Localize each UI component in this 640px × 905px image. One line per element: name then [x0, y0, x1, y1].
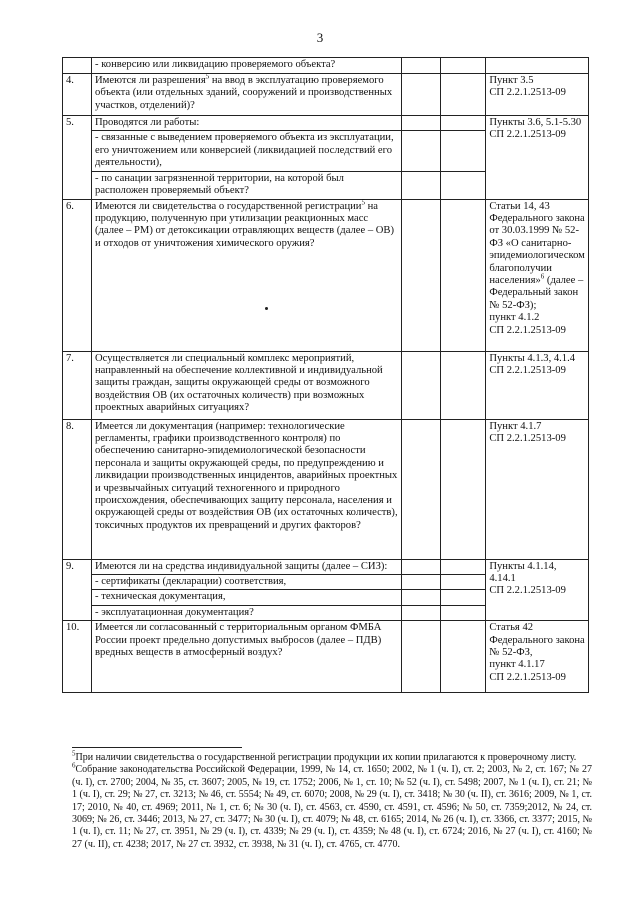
answer-cell [441, 590, 486, 605]
stray-dot-mark [265, 307, 268, 310]
table-row [63, 559, 589, 574]
row-number: 6. [63, 199, 92, 351]
footnote-separator [72, 747, 242, 748]
answer-cell [441, 621, 486, 693]
answer-cell [402, 116, 441, 131]
page-number: 3 [316, 30, 324, 45]
table-row [63, 351, 589, 419]
answer-cell [441, 575, 486, 590]
answer-cell [402, 171, 441, 199]
question-text-part: на продукцию, полученную при утилизации реакционных масс (далее – РМ) от детоксикации отравляющих веществ (далее – ОВ) и отходов от уничтожения химического оружия? [95, 200, 395, 249]
question-subitem: - сертификаты (декларации) соответствия, [92, 575, 402, 590]
row-number: 10. [63, 621, 92, 693]
row-number: 4. [63, 74, 92, 116]
table-row [63, 419, 589, 559]
question-text-part: Имеются ли свидетельства о государственной регистрации [95, 200, 362, 212]
question-text: Осуществляется ли специальный комплекс мероприятий, направленный на обеспечение коллективной и индивидуальной защиты граждан, защиты окружающей среды от возможного воздействия ОВ (их остаточных количеств) при возможных проектных аварийных ситуациях? [92, 351, 402, 419]
question-text [92, 199, 402, 351]
question-subitem: - эксплуатационная документация? [92, 605, 402, 620]
answer-cell [441, 605, 486, 620]
row-number: 9. [63, 559, 92, 621]
answer-cell [441, 171, 486, 199]
answer-cell [402, 351, 441, 419]
answer-cell [441, 58, 486, 74]
answer-cell [441, 419, 486, 559]
footnote-ref: 6 [540, 272, 545, 281]
table-row [63, 116, 589, 131]
legal-reference: Пункт 3.5 СП 2.2.1.2513-09 [486, 74, 589, 116]
answer-cell [402, 74, 441, 116]
table-row [63, 621, 589, 693]
reference-cell [486, 58, 589, 74]
answer-cell [402, 605, 441, 620]
legal-reference: Пункты 4.1.14, 4.14.1 СП 2.2.1.2513-09 [486, 559, 589, 621]
table-row [63, 58, 589, 74]
footnote-ref: 5 [361, 198, 365, 207]
answer-cell [402, 419, 441, 559]
answer-cell [441, 199, 486, 351]
legal-reference: Пункты 4.1.3, 4.1.4 СП 2.2.1.2513-09 [486, 351, 589, 419]
row-number: 7. [63, 351, 92, 419]
footnote-text: Собрание законодательства Российской Федерации, 1999, № 14, ст. 1650; 2002, № 1 (ч. I), ст. 2; 2003, № 2, ст. 167; № 27 (ч. I), ст. 2700; 2004, № 35, ст. 3607; 2005, № 19, ст. 1752; 2006, № 1, ст. 10; № 52 (ч. I), ст. 5498; 2007, № 1 (ч. I), ст. 21; № 1 (ч. I), ст. 29; № 27, ст. 3213; № 46, ст. 5554; № 49, ст. 6070; 2008, № 29 (ч. I), ст. 3418; № 30 (ч. II), ст. 3616; 2009, № 1, ст. 17; 2010, № 40, ст. 4969; 2011, № 1, ст. 6; № 30 (ч. I), ст. 4563, ст. 4590, ст. 4591, ст. 4596; № 50, ст. 7359;2012, № 24, ст. 3069; № 26, ст. 3446; 2013, № 27, ст. 3477; № 30 (ч. I), ст. 4079; № 48, ст. 6165; 2014, № 26 (ч. I), ст. 3366, ст. 3377; 2015, № 1 (ч. I), ст. 11; № 27, ст. 3951, № 29 (ч. I), ст. 4339; № 29 (ч. I), ст. 4359; № 48 (ч. I), ст. 6724; 2016, № 27 (ч. I), ст. 4160; № 27 (ч. II), ст. 4238; 2017, № 27 ст. 3932, ст. 3938, № 31 (ч. I), ст. 4765, ст. 4770. [72, 764, 592, 850]
question-cell: - конверсию или ликвидацию проверяемого объекта? [92, 58, 402, 74]
legal-reference: Пункты 3.6, 5.1-5.30 СП 2.2.1.2513-09 [486, 116, 589, 200]
footnote-mark: 6 [72, 762, 76, 771]
question-subitem: - техническая документация, [92, 590, 402, 605]
row-number: 5. [63, 116, 92, 200]
answer-cell [402, 559, 441, 574]
row-number-cell [63, 58, 92, 74]
answer-cell [441, 131, 486, 171]
question-text-part: на ввод в эксплуатацию проверяемого объекта (или отдельных зданий, сооружений и производственных участков, отделений)? [95, 75, 393, 111]
answer-cell [402, 590, 441, 605]
table-row [63, 199, 589, 351]
reference-part: Статьи 14, 43 Федерального закона от 30.03.1999 № 52-ФЗ «О санитарно-эпидемиологическом благополучии населения» [489, 200, 585, 287]
answer-cell [441, 74, 486, 116]
question-text: Имеется ли согласованный с территориальным органом ФМБА России проект предельно допустимых выбросов (далее – ПДВ) вредных веществ в атмосферный воздух? [92, 621, 402, 693]
footnotes [72, 749, 592, 851]
question-text-part: Имеются ли разрешения [95, 75, 206, 86]
question-text: Имеется ли документация (например: технологические регламенты, графики производственного контроля) по обеспечению санитарно-эпидемиологической безопасности персонала и защиты окружающей среды, по предупреждению и ликвидации производственных инцидентов, аварийных проектных и чрезвычайных ситуаций техногенного и природного происхождения, обеспечивающих защиту персонала, населения и окружающей среды от воздействия ОВ (их остаточных количеств), токсичных продуктов их превращений и других факторов? [92, 419, 402, 559]
answer-cell [402, 621, 441, 693]
question-text: Имеются ли на средства индивидуальной защиты (далее – СИЗ): [92, 559, 402, 574]
question-subitem: - связанные с выведением проверяемого объекта из эксплуатации, его уничтожением или конверсией (ликвидацией последствий его деятельности), [92, 131, 402, 171]
question-subitem: - по санации загрязненной территории, на которой был расположен проверяемый объект? [92, 171, 402, 199]
reference-part: (далее – Федеральный закон № 52-ФЗ); пункт 4.1.2 СП 2.2.1.2513-09 [489, 275, 584, 336]
answer-cell [402, 575, 441, 590]
checklist-table [62, 57, 589, 693]
legal-reference: Статья 42 Федерального закона № 52-ФЗ, пункт 4.1.17 СП 2.2.1.2513-09 [486, 621, 589, 693]
answer-cell [402, 131, 441, 171]
answer-cell [441, 559, 486, 574]
question-text [92, 74, 402, 116]
footnote-mark: 5 [72, 749, 76, 758]
answer-cell [441, 351, 486, 419]
footnote-5 [72, 749, 592, 764]
footnote-6 [72, 764, 592, 851]
legal-reference: Пункт 4.1.7 СП 2.2.1.2513-09 [486, 419, 589, 559]
footnote-ref: 5 [205, 72, 210, 81]
footnote-text: При наличии свидетельства о государственной регистрации продукции их копии прилагаются к проверочному листу. [75, 752, 577, 763]
answer-cell [402, 199, 441, 351]
row-number: 8. [63, 419, 92, 559]
legal-reference [486, 199, 589, 351]
answer-cell [441, 116, 486, 131]
table-row [63, 74, 589, 116]
question-text: Проводятся ли работы: [92, 116, 402, 131]
answer-cell [402, 58, 441, 74]
